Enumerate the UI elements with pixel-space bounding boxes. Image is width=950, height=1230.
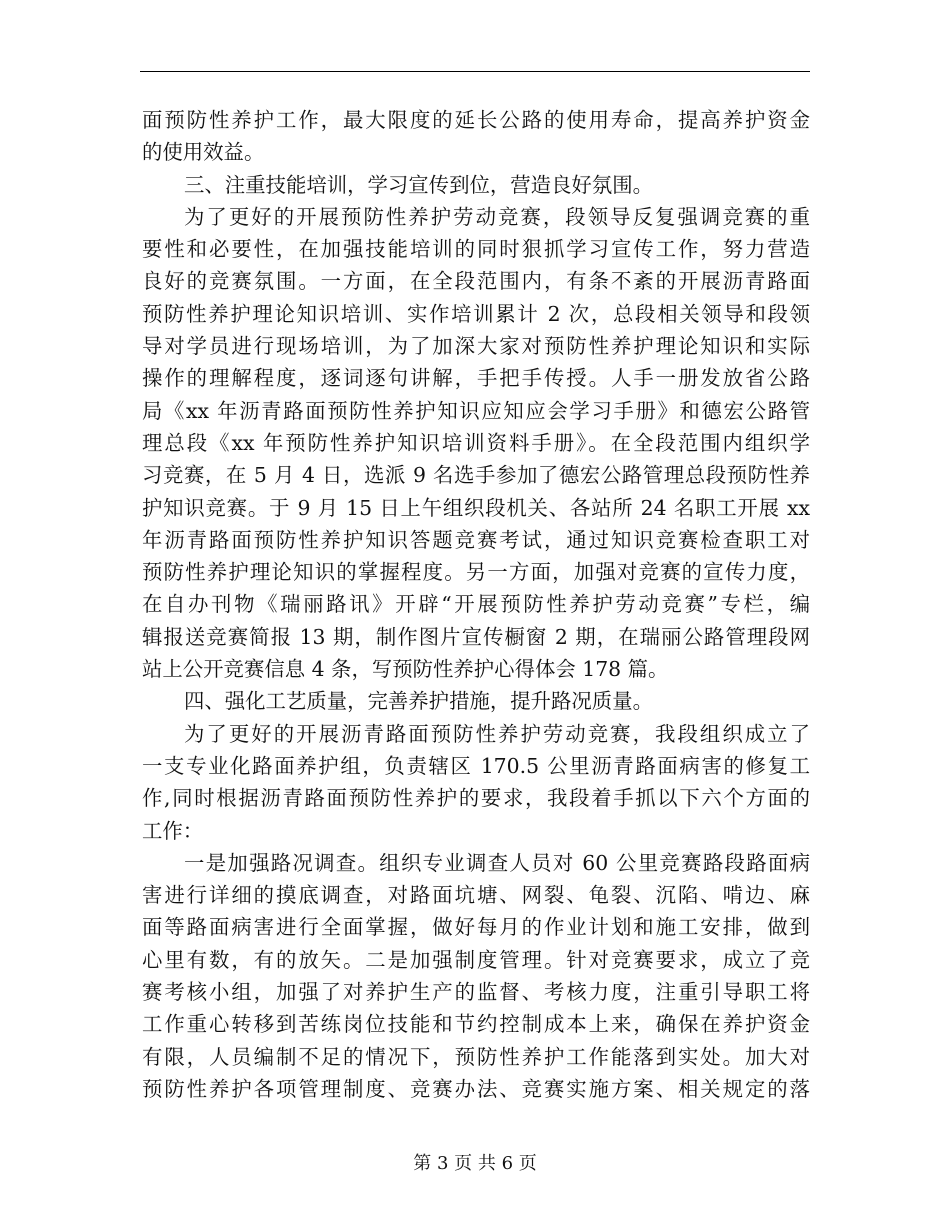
text-line: 面预防性养护工作，最大限度的延长公路的使用寿命，提高养护资金 <box>142 108 810 132</box>
text-line: 年沥青路面预防性养护知识答题竞赛考试，通过知识竞赛检查职工对 <box>142 527 810 552</box>
text-line: 导对学员进行现场培训，为了加深大家对预防性养护理论知识和实际 <box>142 334 810 359</box>
text-line: 操作的理解程度，逐词逐句讲解，手把手传授。人手一册发放省公路 <box>142 366 810 391</box>
text-line: 在自办刊物《瑞丽路讯》开辟“开展预防性养护劳动竞赛”专栏，编 <box>142 592 810 617</box>
text-line: 局《xx 年沥青路面预防性养护知识应知应会学习手册》和德宏公路管 <box>142 398 810 423</box>
text-line: 面等路面病害进行全面掌握，做好每月的作业计划和施工安排，做到 <box>142 915 810 940</box>
text-line: 预防性养护理论知识的掌握程度。另一方面，加强对竞赛的宣传力度， <box>142 560 810 585</box>
text-line: 作,同时根据沥青路面预防性养护的要求，我段着手抓以下六个方面的 <box>142 786 810 811</box>
text-line: 四、强化工艺质量，完善养护措施，提升路况质量。 <box>184 689 653 714</box>
text-line: 为了更好的开展沥青路面预防性养护劳动竞赛，我段组织成立了 <box>184 721 810 746</box>
page-number-footer: 第 3 页 共 6 页 <box>413 1153 537 1174</box>
text-line: 理总段《xx 年预防性养护知识培训资料手册》。在全段范围内组织学 <box>142 430 810 455</box>
text-line: 习竞赛，在 5 月 4 日，选派 9 名选手参加了德宏公路管理总段预防性养 <box>142 463 810 488</box>
text-line: 站上公开竞赛信息 4 条，写预防性养护心得体会 178 篇。 <box>142 657 669 682</box>
text-line: 一是加强路况调查。组织专业调查人员对 60 公里竞赛路段路面病 <box>184 850 810 875</box>
text-line: 一支专业化路面养护组，负责辖区 170.5 公里沥青路面病害的修复工 <box>142 753 810 778</box>
text-line: 要性和必要性，在加强技能培训的同时狠抓学习宣传工作，努力营造 <box>142 237 810 262</box>
text-line: 害进行详细的摸底调查，对路面坑塘、网裂、龟裂、沉陷、啃边、麻 <box>142 883 810 908</box>
text-line: 工作： <box>142 818 204 843</box>
text-line: 辑报送竞赛简报 13 期，制作图片宣传橱窗 2 期，在瑞丽公路管理段网 <box>142 624 810 649</box>
text-line: 的使用效益。 <box>142 140 265 165</box>
text-line: 预防性养护理论知识培训、实作培训累计 2 次，总段相关领导和段领 <box>142 301 810 326</box>
text-line: 三、注重技能培训，学习宣传到位，营造良好氛围。 <box>184 172 653 197</box>
text-line: 有限，人员编制不足的情况下，预防性养护工作能落到实处。加大对 <box>142 1044 810 1069</box>
text-line: 心里有数，有的放矢。二是加强制度管理。针对竞赛要求，成立了竞 <box>142 947 810 972</box>
text-line: 工作重心转移到苦练岗位技能和节约控制成本上来，确保在养护资金 <box>142 1012 810 1037</box>
text-line: 预防性养护各项管理制度、竞赛办法、竞赛实施方案、相关规定的落 <box>142 1076 810 1101</box>
text-line: 护知识竞赛。于 9 月 15 日上午组织段机关、各站所 24 名职工开展 xx <box>142 495 810 520</box>
text-line: 良好的竞赛氛围。一方面，在全段范围内，有条不紊的开展沥青路面 <box>142 269 810 294</box>
text-line: 为了更好的开展预防性养护劳动竞赛，段领导反复强调竞赛的重 <box>184 204 810 229</box>
header-rule <box>140 71 810 72</box>
text-line: 赛考核小组，加强了对养护生产的监督、考核力度，注重引导职工将 <box>142 980 810 1005</box>
document-body <box>142 104 810 1105</box>
